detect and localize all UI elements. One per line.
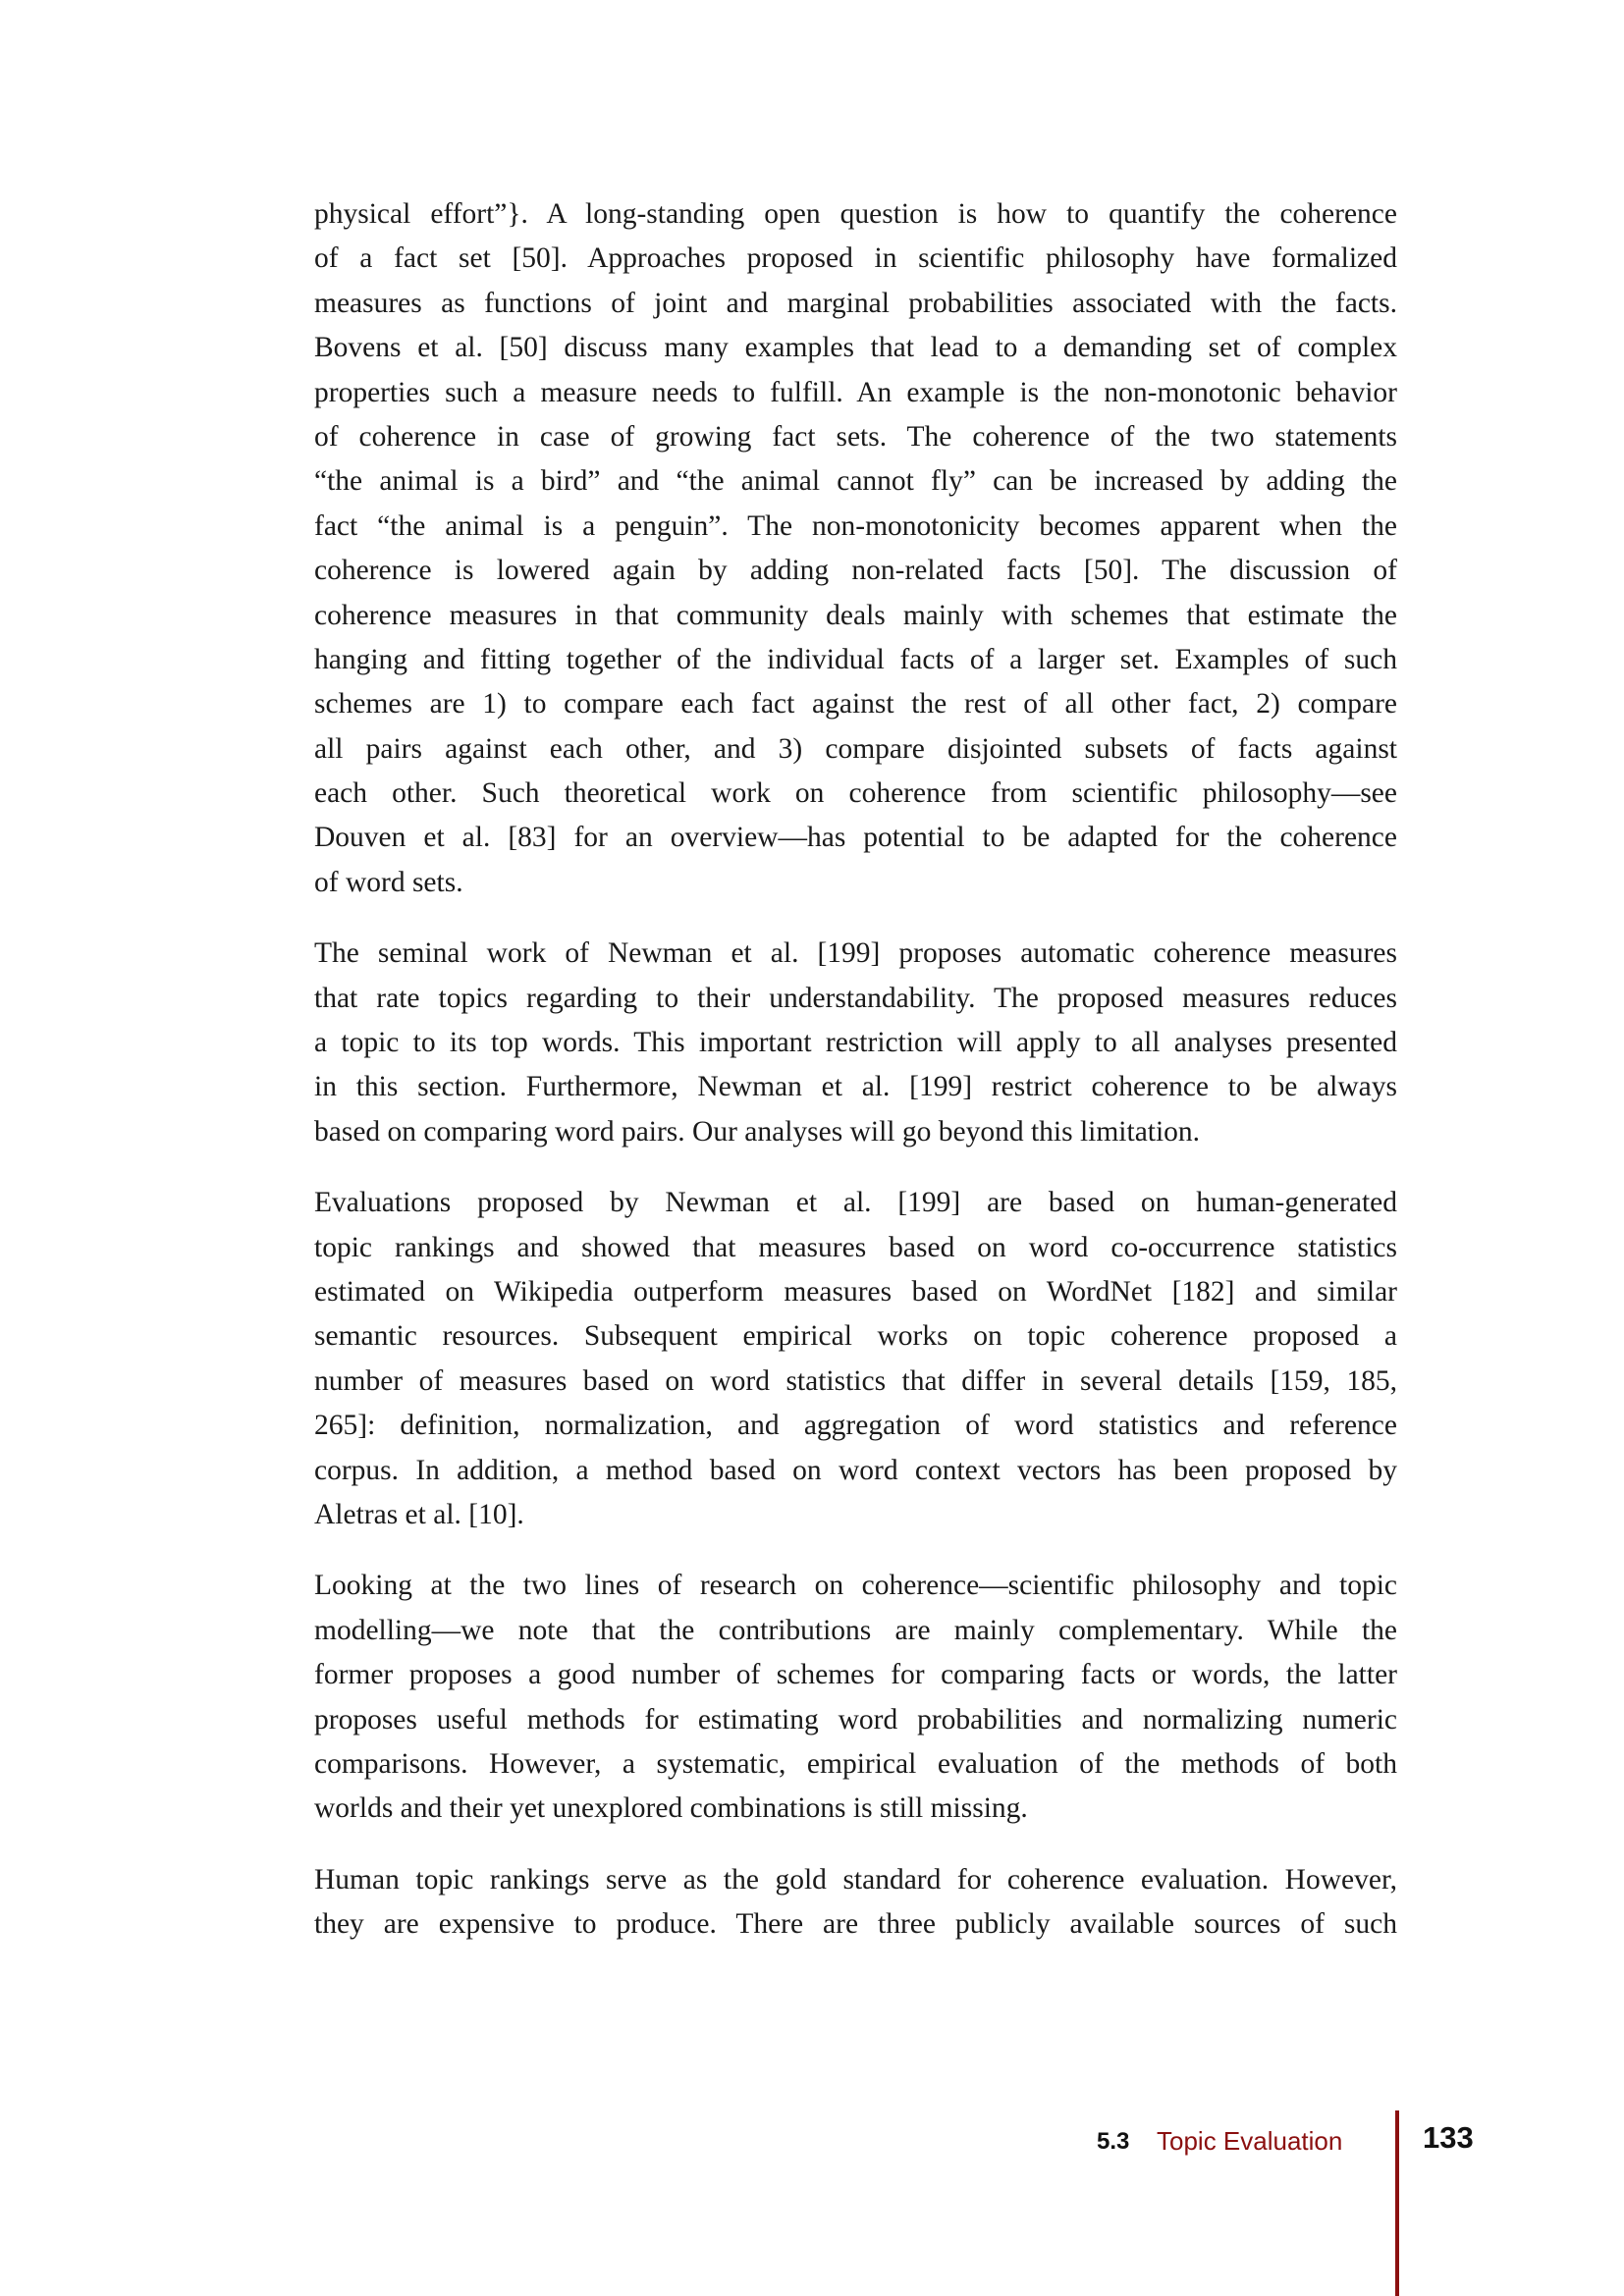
text-line: The seminal work of Newman et al. [199] proposes automatic coherence measures [314, 937, 1397, 970]
text-line: Bovens et al. [50] discuss many examples that lead to a demanding set of complex [314, 332, 1397, 364]
text-line: worlds and their yet unexplored combinations is still missing. [314, 1792, 1028, 1825]
paragraph [314, 932, 1397, 1154]
text-line: based on comparing word pairs. Our analyses will go beyond this limitation. [314, 1115, 1201, 1148]
text-line: measures as functions of joint and marginal probabilities associated with the facts. [314, 287, 1397, 319]
text-line: they are expensive to produce. There are three publicly available sources of such [314, 1908, 1397, 1941]
text-line: coherence measures in that community deals mainly with schemes that estimate the [314, 599, 1397, 631]
paragraph [314, 192, 1397, 905]
text-line: each other. Such theoretical work on coherence from scientific philosophy—see [314, 777, 1397, 810]
text-line: Human topic rankings serve as the gold standard for coherence evaluation. However, [314, 1863, 1397, 1896]
text-line: “the animal is a bird” and “the animal cannot fly” can be increased by adding the [314, 465, 1397, 498]
text-line: semantic resources. Subsequent empirical works on topic coherence proposed a [314, 1320, 1397, 1353]
text-line: a topic to its top words. This important restriction will apply to all analyses presented [314, 1027, 1397, 1059]
text-line: comparisons. However, a systematic, empirical evaluation of the methods of both [314, 1747, 1397, 1780]
text-line: former proposes a good number of schemes for comparing facts or words, the latter [314, 1659, 1397, 1691]
text-line: Aletras et al. [10]. [314, 1498, 524, 1530]
text-line: 265]: definition, normalization, and aggregation of word statistics and reference [314, 1410, 1397, 1442]
text-line: physical effort”}. A long-standing open question is how to quantify the coherence [314, 198, 1397, 230]
text-line: topic rankings and showed that measures based on word co-occurrence statistics [314, 1231, 1397, 1263]
text-line: proposes useful methods for estimating word probabilities and normalizing numeric [314, 1703, 1397, 1735]
page-number: 133 [1423, 2120, 1474, 2155]
text-line: of word sets. [314, 866, 463, 898]
paragraph [314, 1181, 1397, 1537]
text-line: Evaluations proposed by Newman et al. [199] are based on human-generated [314, 1187, 1397, 1219]
text-line: Douven et al. [83] for an overview—has potential to be adapted for the coherence [314, 822, 1397, 854]
text-line: schemes are 1) to compare each fact against the rest of all other fact, 2) compare [314, 688, 1397, 721]
text-line: number of measures based on word statistics that differ in several details [159, 185, [314, 1364, 1397, 1397]
text-line: fact “the animal is a penguin”. The non-monotonicity becomes apparent when the [314, 509, 1397, 542]
text-line: of coherence in case of growing fact sets. The coherence of the two statements [314, 420, 1397, 453]
text-line: of a fact set [50]. Approaches proposed in scientific philosophy have formalized [314, 242, 1397, 275]
text-line: that rate topics regarding to their understandability. The proposed measures reduces [314, 982, 1397, 1014]
text-line: in this section. Furthermore, Newman et al. [199] restrict coherence to be always [314, 1071, 1397, 1103]
text-line: corpus. In addition, a method based on word context vectors has been proposed by [314, 1454, 1397, 1486]
paragraph [314, 1858, 1397, 1948]
text-line: all pairs against each other, and 3) compare disjointed subsets of facts against [314, 732, 1397, 765]
text-line: properties such a measure needs to fulfill. An example is the non-monotonic behavior [314, 376, 1397, 408]
text-line: coherence is lowered again by adding non-related facts [50]. The discussion of [314, 555, 1397, 587]
text-line: estimated on Wikipedia outperform measures based on WordNet [182] and similar [314, 1275, 1397, 1308]
footer-section-title: Topic Evaluation [1157, 2126, 1343, 2156]
paragraph [314, 1564, 1397, 1831]
text-line: hanging and fitting together of the individual facts of a larger set. Examples of such [314, 643, 1397, 675]
text-line: Looking at the two lines of research on coherence—scientific philosophy and topic [314, 1570, 1397, 1602]
text-line: modelling—we note that the contributions are mainly complementary. While the [314, 1614, 1397, 1646]
body-text [314, 192, 1397, 1973]
footer-divider [1395, 2110, 1399, 2296]
footer-section-number: 5.3 [1097, 2128, 1130, 2155]
